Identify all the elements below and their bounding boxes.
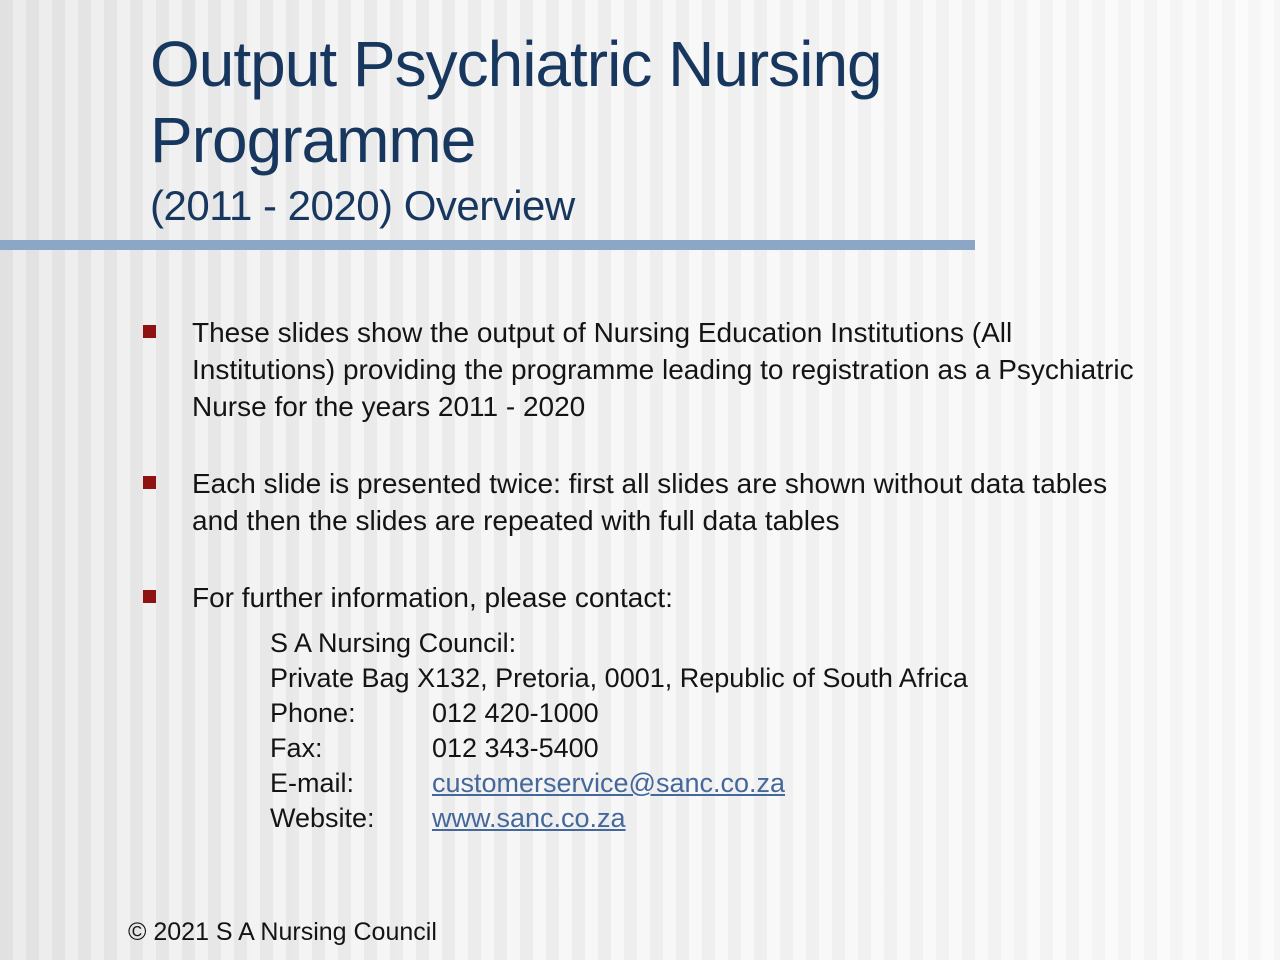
bullet-text: Each slide is presented twice: first all slides are shown without data tables and then the slides are repeated with full data tables (192, 468, 1108, 536)
bullet-item-slides-twice (143, 465, 1173, 539)
bullet-square-icon (143, 590, 156, 603)
title-block (150, 26, 1200, 232)
footer-copyright: © 2021 S A Nursing Council (128, 918, 437, 946)
contact-address: Private Bag X132, Pretoria, 0001, Republic of South Africa (270, 663, 968, 693)
phone-label: Phone: (270, 698, 356, 728)
page-subtitle: (2011 - 2020) Overview (150, 182, 575, 229)
bullet-square-icon (143, 325, 156, 338)
fax-value: 012 343-5400 (432, 733, 599, 763)
contact-row-fax (270, 731, 1173, 766)
website-label: Website: (270, 803, 375, 833)
fax-label: Fax: (270, 733, 323, 763)
bullet-text: For further information, please contact: (192, 582, 673, 613)
contact-row-email (270, 766, 1173, 801)
bullet-list (143, 314, 1173, 836)
bullet-item-overview (143, 314, 1173, 425)
contact-row-website (270, 801, 1173, 836)
contact-row-phone (270, 696, 1173, 731)
email-label: E-mail: (270, 768, 355, 798)
bullet-square-icon (143, 476, 156, 489)
page-title-line2: Programme (150, 104, 476, 176)
contact-org: S A Nursing Council: (270, 628, 517, 658)
phone-value: 012 420-1000 (432, 698, 599, 728)
bullet-item-contact-intro (143, 579, 1173, 616)
website-link[interactable]: www.sanc.co.za (432, 803, 626, 833)
page-title-line1: Output Psychiatric Nursing (150, 28, 882, 100)
email-link[interactable]: customerservice@sanc.co.za (432, 768, 786, 798)
bullet-text: These slides show the output of Nursing Education Institutions (All Institutions) providing the programme leading to registration as a Psychiatric Nurse for the years 2011 - 2020 (192, 317, 1134, 422)
contact-block (270, 626, 1173, 836)
title-divider-rule (0, 240, 975, 250)
